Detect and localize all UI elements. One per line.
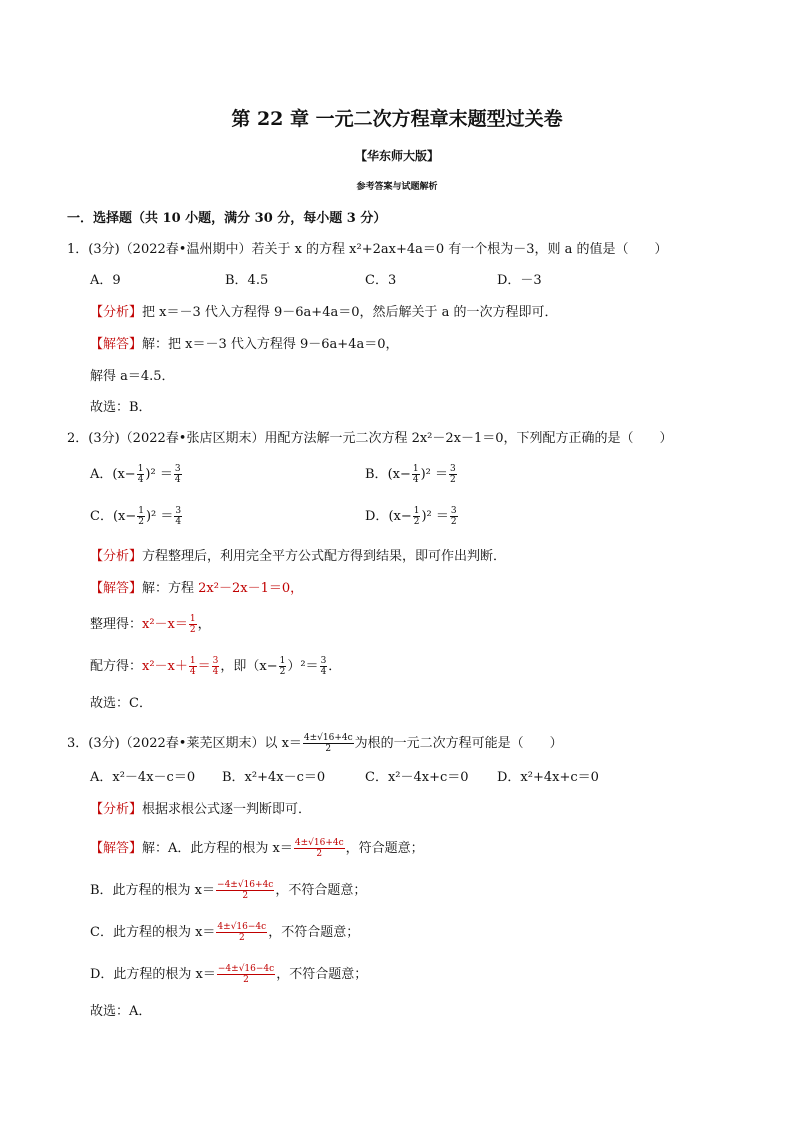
q3-answer-b: B．此方程的根为 x＝ $\frac{-4\pm√16+4c}{2}$ ，不符合题意； (90, 880, 367, 901)
q2-option-c: C．(x− $\frac{1}{2}$ )² ＝ $\frac{3}{4}$ (90, 506, 182, 527)
q3-answer-d: D．此方程的根为 x＝ $\frac{-4\pm√16-4c}{2}$ ，不符合题意； (90, 964, 368, 985)
q2-option-a: A．(x− $\frac{1}{4}$ )² ＝ $\frac{3}{4}$ (90, 464, 181, 485)
q1-option-b: B．4.5 (225, 273, 269, 288)
answer-text: 解：把 x＝－3 代入方程得 9－6a+4a＝0， (142, 337, 399, 352)
q2-option-b: B．(x− $\frac{1}{4}$ )² ＝ $\frac{3}{2}$ (365, 464, 456, 485)
answer-tag: 【解答】 (90, 337, 143, 352)
q1-step: 解得 a＝4.5． (90, 369, 175, 384)
q2-stem: 2．(3分)（2022春•张店区期末）用配方法解一元二次方程 2x²－2x－1＝0，下列配方正确的是（ ） (67, 431, 673, 446)
q2-analysis: 【分析】方程整理后，利用完全平方公式配方得到结果，即可作出判断． (90, 549, 507, 564)
q1-answer (90, 336, 399, 354)
q3-option-c: C．x²－4x+c＝0 (365, 770, 469, 785)
q3-option-d: D．x²+4x+c＝0 (497, 770, 599, 785)
q3-analysis: 【分析】根据求根公式逐一判断即可． (90, 802, 312, 817)
subtitle: 参考答案与试题解析 (356, 182, 438, 192)
section-heading: 一．选择题（共 10 小题，满分 30 分，每小题 3 分） (67, 211, 387, 226)
q2-choice: 故选：C． (90, 696, 152, 711)
q1-option-c: C．3 (365, 273, 397, 288)
analysis-tag: 【分析】 (90, 305, 143, 320)
q1-option-d: D．－3 (497, 273, 542, 288)
q3-option-b: B．x²+4x－c＝0 (222, 770, 326, 785)
analysis-text: 把 x＝－3 代入方程得 9－6a+4a＝0，然后解关于 a 的一次方程即可． (142, 305, 558, 320)
q3-stem: 3．(3分)（2022春•莱芜区期末）以 x＝ $\frac{4\pm√16+4c}{2}$ 为根的一元二次方程可能是（ ） (67, 733, 563, 754)
q2-step1: 整理得：x²－x＝ $\frac{1}{2}$ ， (90, 614, 211, 635)
q1-analysis (90, 304, 558, 322)
page-title: 第 22 章 一元二次方程章末题型过关卷 (231, 108, 563, 130)
q2-step2: 配方得：x²－x＋ $\frac{1}{4}$ ＝ $\frac{3}{4}$ ，即（x− $\frac{1}{2}$ ）²＝ $\frac{3}{4}$ ． (90, 656, 342, 677)
q1-stem: 1．(3分)（2022春•温州期中）若关于 x 的方程 x²+2ax+4a＝0 有一个根为－3，则 a 的值是（ ） (67, 242, 668, 257)
q1-option-a: A．9 (90, 273, 121, 288)
q1-choice: 故选：B． (90, 400, 152, 415)
q2-option-d: D．(x− $\frac{1}{2}$ )² ＝ $\frac{3}{2}$ (365, 506, 457, 527)
q2-answer: 【解答】解：方程 2x²－2x－1＝0， (90, 581, 304, 596)
edition-label: 【华东师大版】 (354, 149, 439, 163)
q3-answer-a: 【解答】解：A．此方程的根为 x＝ $\frac{4\pm√16+4c}{2}$ ，符合题意； (90, 838, 424, 859)
q3-option-a: A．x²－4x－c＝0 (90, 770, 196, 785)
q3-choice: 故选：A． (90, 1004, 152, 1019)
q3-answer-c: C．此方程的根为 x＝ $\frac{4\pm√16-4c}{2}$ ，不符合题意； (90, 922, 360, 943)
